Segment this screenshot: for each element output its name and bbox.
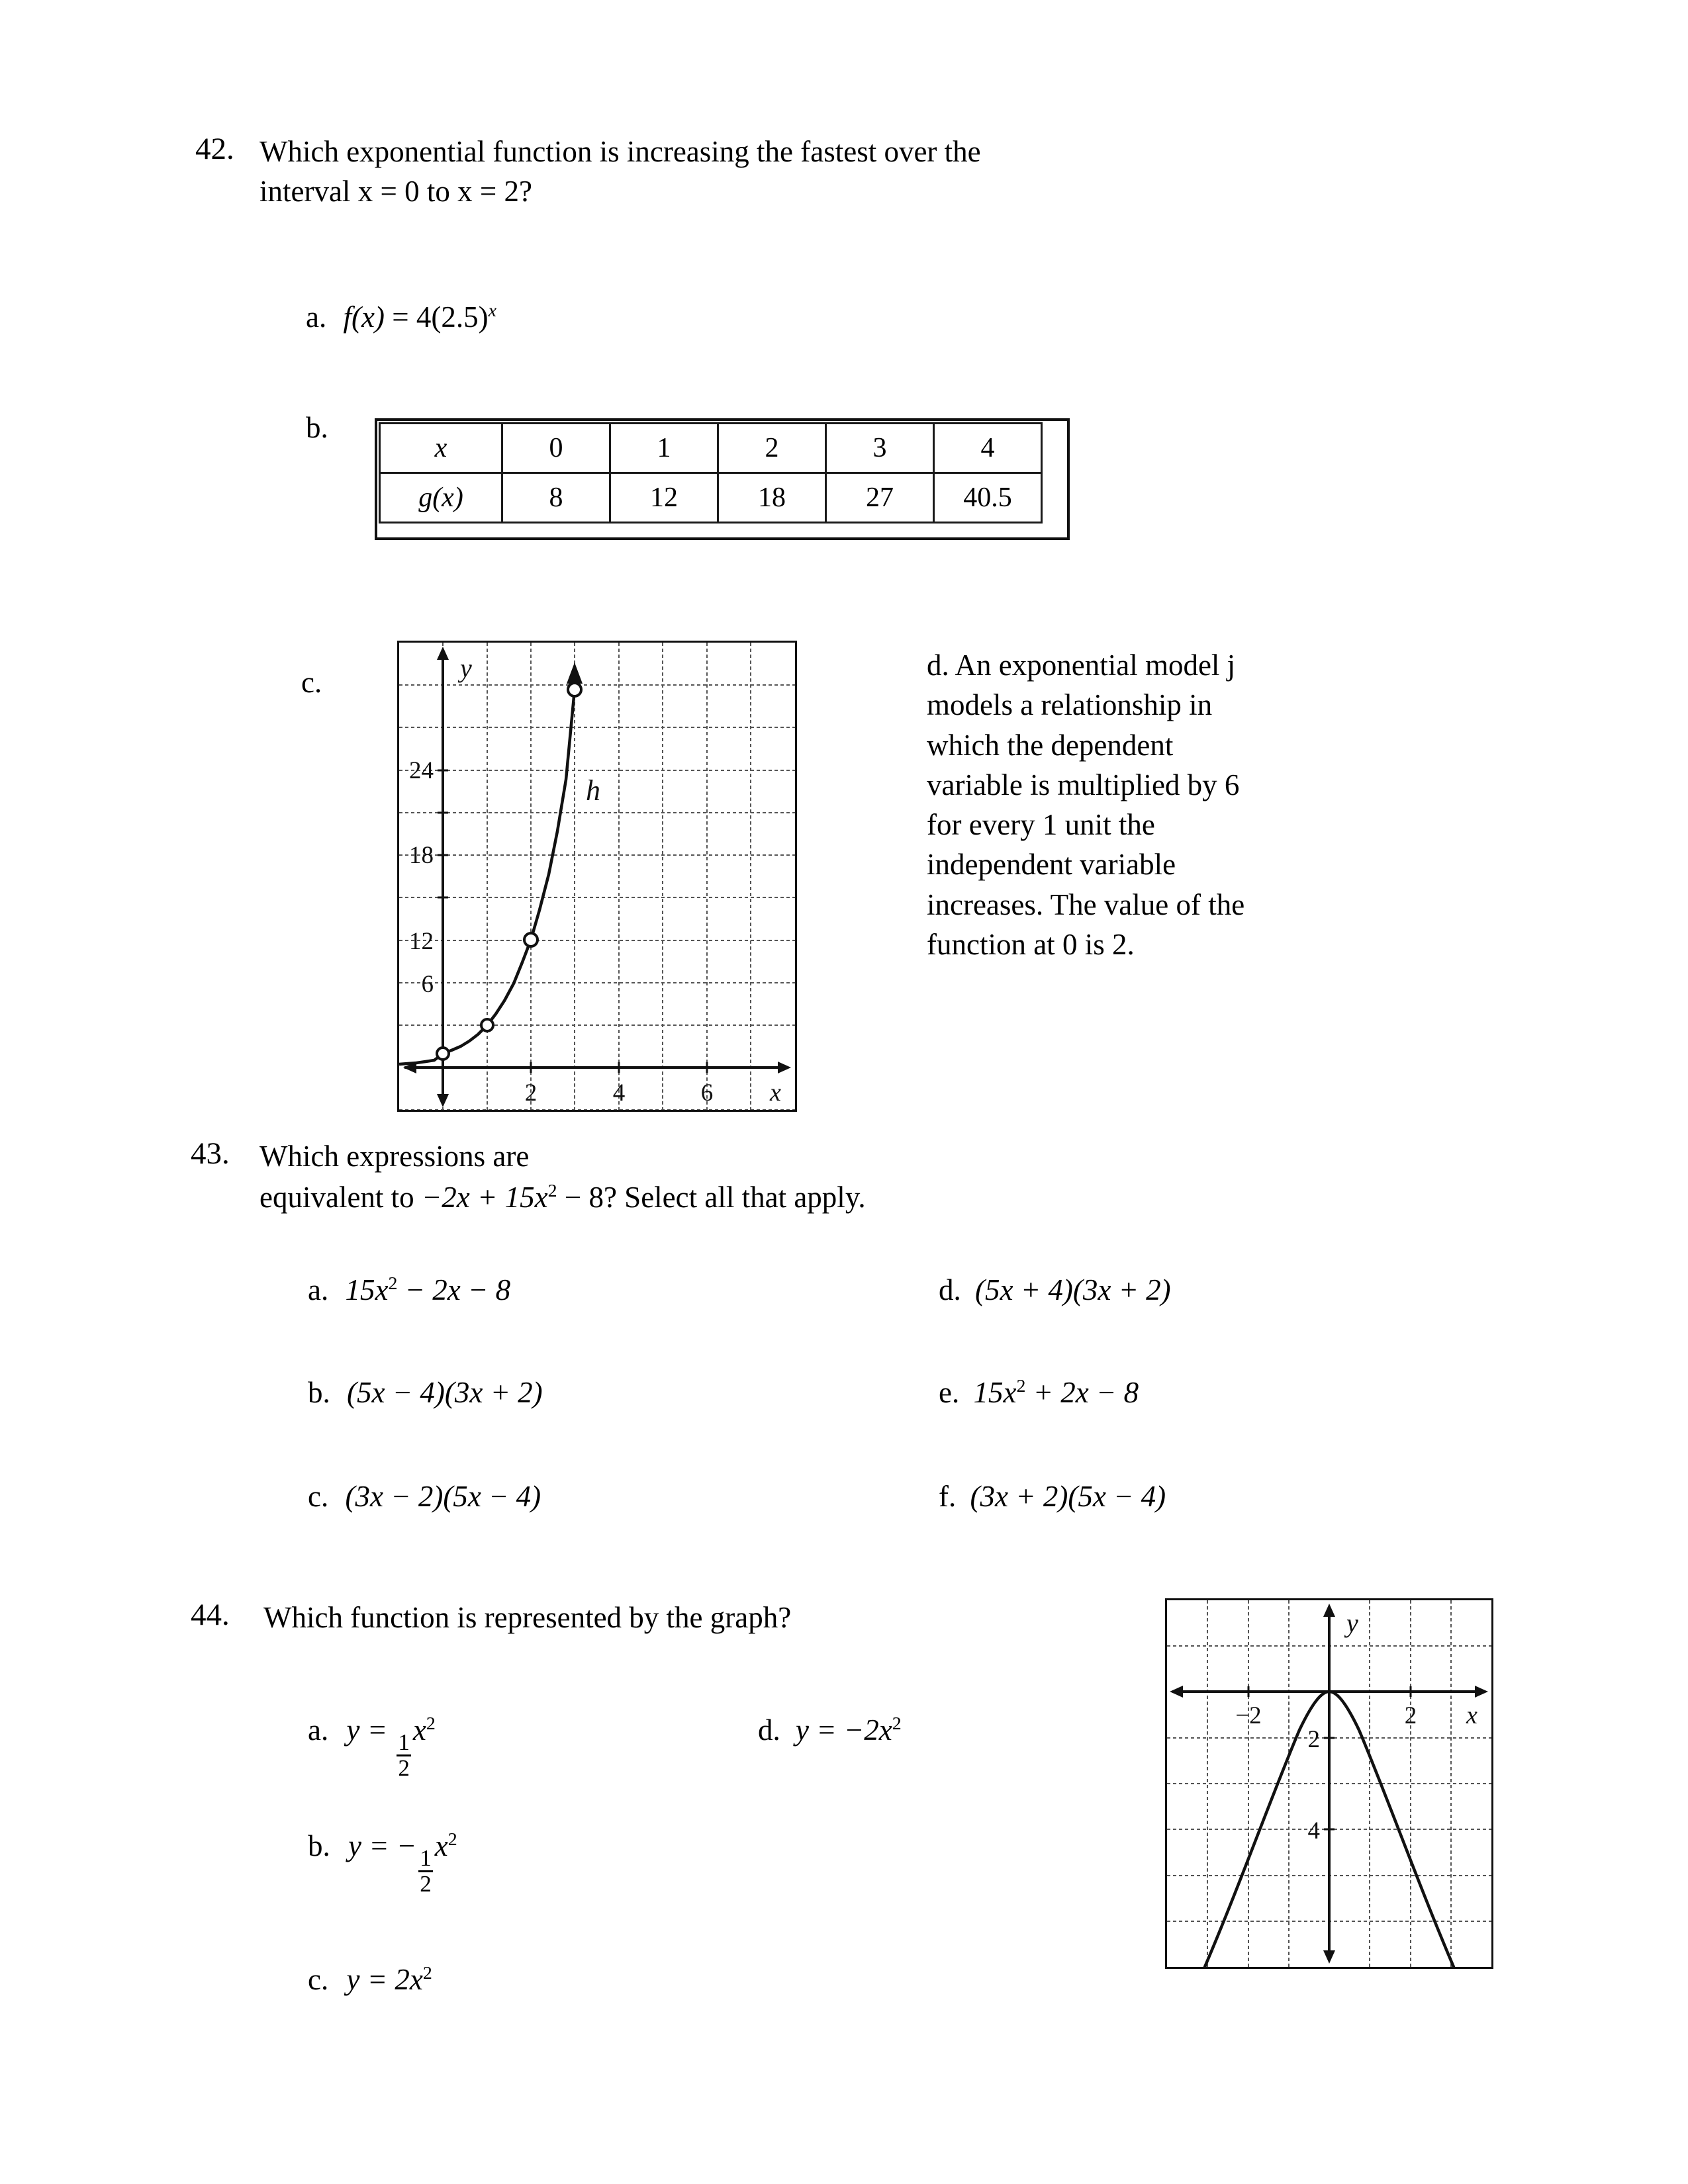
- axis-arrowheads: [403, 647, 791, 1107]
- curve-label-h: h: [586, 774, 600, 807]
- option-a-function-name: f: [343, 300, 352, 334]
- option-43a-expression: $15x^2 - 2x - 8$: [345, 1273, 511, 1306]
- graph-exponential-h: [397, 641, 797, 1112]
- question-43-option-f: [939, 1477, 1166, 1516]
- x-tick-label-2: 2: [1404, 1702, 1417, 1729]
- point-0-1: [437, 1048, 449, 1060]
- point-2-9: [524, 933, 538, 946]
- option-43f-letter: f.: [939, 1480, 957, 1513]
- option-d-line-6: independent variable: [927, 848, 1176, 882]
- option-43b-expression: (5x − 4)(3x + 2): [347, 1376, 543, 1409]
- option-43e-expression: $15x^2 + 2x - 8$: [973, 1376, 1139, 1409]
- x-axis-label: x: [1466, 1702, 1477, 1729]
- question-43-option-d: [939, 1271, 1171, 1310]
- option-44c-expression: $y = 2x^2$: [346, 1963, 432, 1996]
- x-tick-label-neg2: −2: [1235, 1702, 1262, 1729]
- question-42-number: 42.: [195, 132, 234, 166]
- table-row-label-x: x: [380, 424, 502, 473]
- option-a-argument: (x): [352, 300, 385, 334]
- option-43b-letter: b.: [308, 1376, 330, 1409]
- x-tick-label-6: 6: [700, 1079, 714, 1107]
- option-d-line-2: models a relationship in: [927, 688, 1213, 722]
- table-cell-x-1: 1: [610, 424, 718, 473]
- table-cell-g-3: 27: [826, 473, 934, 523]
- table-cell-g-1: 12: [610, 473, 718, 523]
- question-44-option-a: [308, 1711, 436, 1780]
- question-43-number: 43.: [191, 1136, 230, 1171]
- point-1-3: [481, 1019, 493, 1031]
- option-44d-letter: d.: [758, 1713, 780, 1747]
- question-43-option-c: [308, 1477, 541, 1516]
- prompt-43-exponent: 2: [547, 1181, 557, 1201]
- question-42-prompt-line2: interval x = 0 to x = 2?: [259, 175, 532, 208]
- question-43-prompt-line2: [259, 1178, 866, 1217]
- table-cell-g-0: 8: [502, 473, 610, 523]
- question-44-option-c: [308, 1960, 432, 1999]
- y-tick-label-6: 6: [421, 971, 434, 998]
- prompt-43-expression: −2x + 15x: [421, 1181, 548, 1214]
- x-axis-label: x: [770, 1079, 781, 1107]
- table-cell-x-0: 0: [502, 424, 610, 473]
- question-42-option-a: [306, 298, 496, 337]
- option-44b-expression: y = − $\frac{1}{2}$ $x^2$: [348, 1829, 457, 1897]
- x-tick-label-2: 2: [524, 1079, 538, 1107]
- option-d-line-3: which the dependent: [927, 728, 1174, 762]
- curve-point-markers: [437, 683, 581, 1060]
- y-tick-label-18: 18: [409, 842, 434, 869]
- y-axis-label: y: [1346, 1608, 1358, 1638]
- y-tick-label-2: 2: [1307, 1726, 1320, 1753]
- question-44-option-d: [758, 1711, 902, 1750]
- option-44a-expression: y = $\frac{1}{2}$ $x^2$: [346, 1713, 436, 1781]
- table-cell-g-4: 40.5: [934, 473, 1042, 523]
- table-cell-x-2: 2: [718, 424, 826, 473]
- option-d-line-1: d. An exponential model j: [927, 649, 1236, 682]
- table-row: [380, 424, 1042, 473]
- curve-arrowhead: [567, 662, 583, 684]
- option-44d-expression: $y = -2x^2$: [796, 1713, 902, 1747]
- question-44-option-b: [308, 1827, 457, 1895]
- function-table: [379, 422, 1043, 523]
- option-d-line-4: variable is multiplied by 6: [927, 768, 1240, 801]
- question-43-option-b: [308, 1373, 543, 1412]
- option-44c-letter: c.: [308, 1963, 329, 1996]
- question-43-option-a: [308, 1271, 510, 1310]
- option-a-exponent: x: [488, 300, 496, 321]
- table-row: [380, 473, 1042, 523]
- option-a-letter: a.: [306, 300, 327, 334]
- option-44a-letter: a.: [308, 1713, 329, 1747]
- option-43f-expression: (3x + 2)(5x − 4): [970, 1480, 1166, 1513]
- option-43a-letter: a.: [308, 1273, 329, 1306]
- prompt-43-post: − 8? Select all that apply.: [557, 1181, 866, 1214]
- question-42-prompt-line1: Which exponential function is increasing the fastest over the: [259, 135, 981, 168]
- question-43-prompt-line1: Which expressions are: [259, 1140, 530, 1173]
- option-d-line-7: increases. The value of the: [927, 887, 1245, 921]
- point-3-27: [568, 683, 581, 696]
- question-44-number: 44.: [191, 1598, 230, 1632]
- y-tick-label-12: 12: [409, 928, 434, 955]
- question-42-option-d: [927, 645, 1430, 964]
- table-cell-g-2: 18: [718, 473, 826, 523]
- option-a-equation-body: = 4(2.5): [392, 300, 489, 334]
- option-d-line-5: for every 1 unit the: [927, 808, 1155, 842]
- x-tick-label-4: 4: [612, 1079, 626, 1107]
- y-tick-label-24: 24: [409, 757, 434, 784]
- option-44b-letter: b.: [308, 1829, 330, 1862]
- prompt-43-pre: equivalent to: [259, 1181, 422, 1214]
- question-44-prompt: Which function is represented by the graph?: [263, 1601, 792, 1634]
- option-43c-letter: c.: [308, 1480, 329, 1513]
- table-row-label-gx: g(x): [380, 473, 502, 523]
- option-43e-letter: e.: [939, 1376, 960, 1409]
- y-tick-label-4: 4: [1307, 1817, 1320, 1844]
- table-cell-x-4: 4: [934, 424, 1042, 473]
- question-42-option-b-letter: b.: [306, 411, 328, 444]
- option-43c-expression: (3x − 2)(5x − 4): [345, 1480, 541, 1513]
- option-43d-expression: (5x + 4)(3x + 2): [975, 1273, 1171, 1306]
- y-axis-label: y: [460, 653, 472, 683]
- option-d-line-8: function at 0 is 2.: [927, 928, 1135, 962]
- graph-parabola: [1165, 1598, 1493, 1969]
- table-cell-x-3: 3: [826, 424, 934, 473]
- question-43-option-e: [939, 1373, 1139, 1412]
- option-43d-letter: d.: [939, 1273, 961, 1306]
- question-42-option-c-letter: c.: [301, 666, 322, 699]
